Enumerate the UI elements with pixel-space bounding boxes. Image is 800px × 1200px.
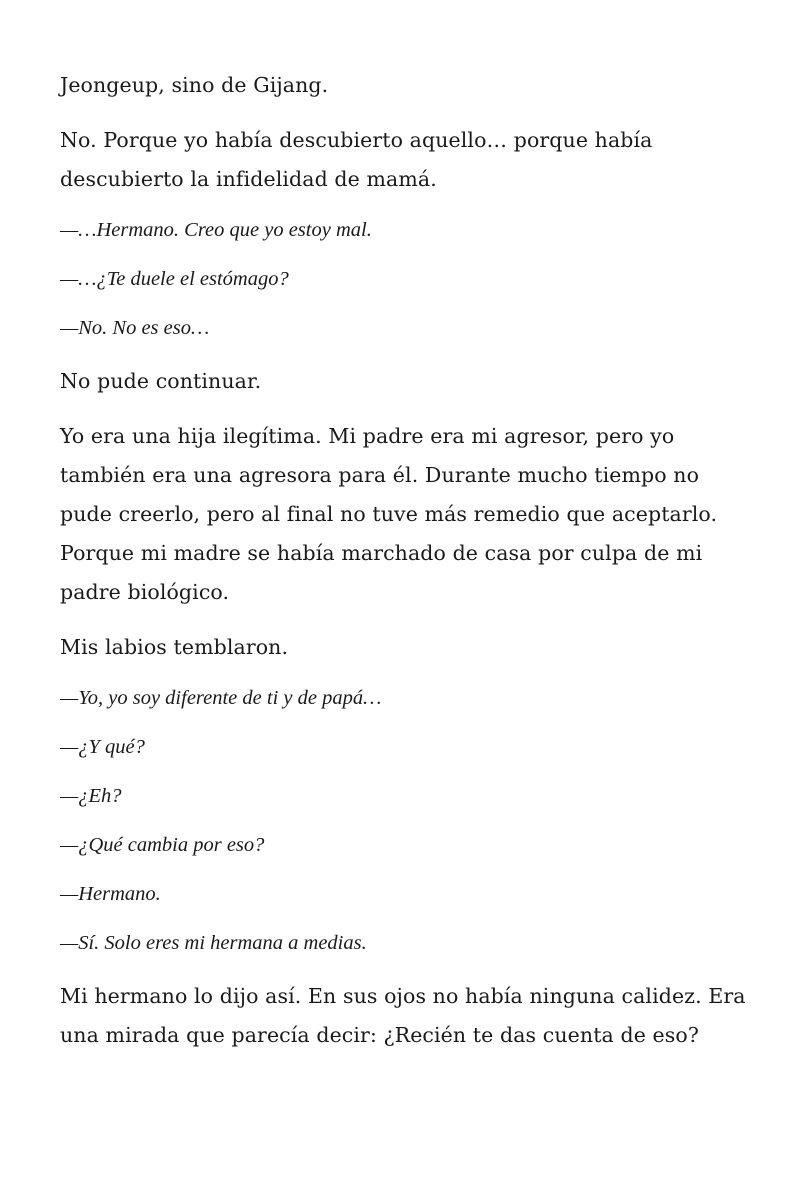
document-page: [60, 66, 750, 1071]
paragraph-lips: Mis labios temblaron.: [60, 635, 289, 659]
paragraph-gijang: Jeongeup, sino de Gijang.: [60, 73, 329, 97]
dialogue-line: —Hermano.: [60, 883, 161, 905]
dialogue-line: —Sí. Solo eres mi hermana a medias.: [60, 932, 367, 954]
dialogue-line: —…¿Te duele el estómago?: [60, 268, 289, 290]
paragraph-brother-said: Mi hermano lo dijo así. En sus ojos no había ninguna calidez. Era una mirada que parecía decir: ¿Recién te das cuenta de eso?: [60, 984, 746, 1047]
paragraph-continue: No pude continuar.: [60, 369, 262, 393]
dialogue-line: —…Hermano. Creo que yo estoy mal.: [60, 219, 372, 241]
dialogue-line: —¿Y qué?: [60, 736, 145, 758]
dialogue-line: —No. No es eso…: [60, 317, 210, 339]
paragraph-illegitimate: Yo era una hija ilegítima. Mi padre era mi agresor, pero yo también era una agresora para él. Durante mucho tiempo no pude creerlo, pero al final no tuve más remedio que aceptarlo. Porque mi madre se había marchado de casa por culpa de mi padre biológico.: [60, 424, 718, 604]
dialogue-line: —¿Qué cambia por eso?: [60, 834, 265, 856]
dialogue-line: —¿Eh?: [60, 785, 122, 807]
dialogue-line: —Yo, yo soy diferente de ti y de papá…: [60, 687, 382, 709]
paragraph-infidelity: No. Porque yo había descubierto aquello… porque había descubierto la infidelidad de mamá.: [60, 128, 653, 191]
